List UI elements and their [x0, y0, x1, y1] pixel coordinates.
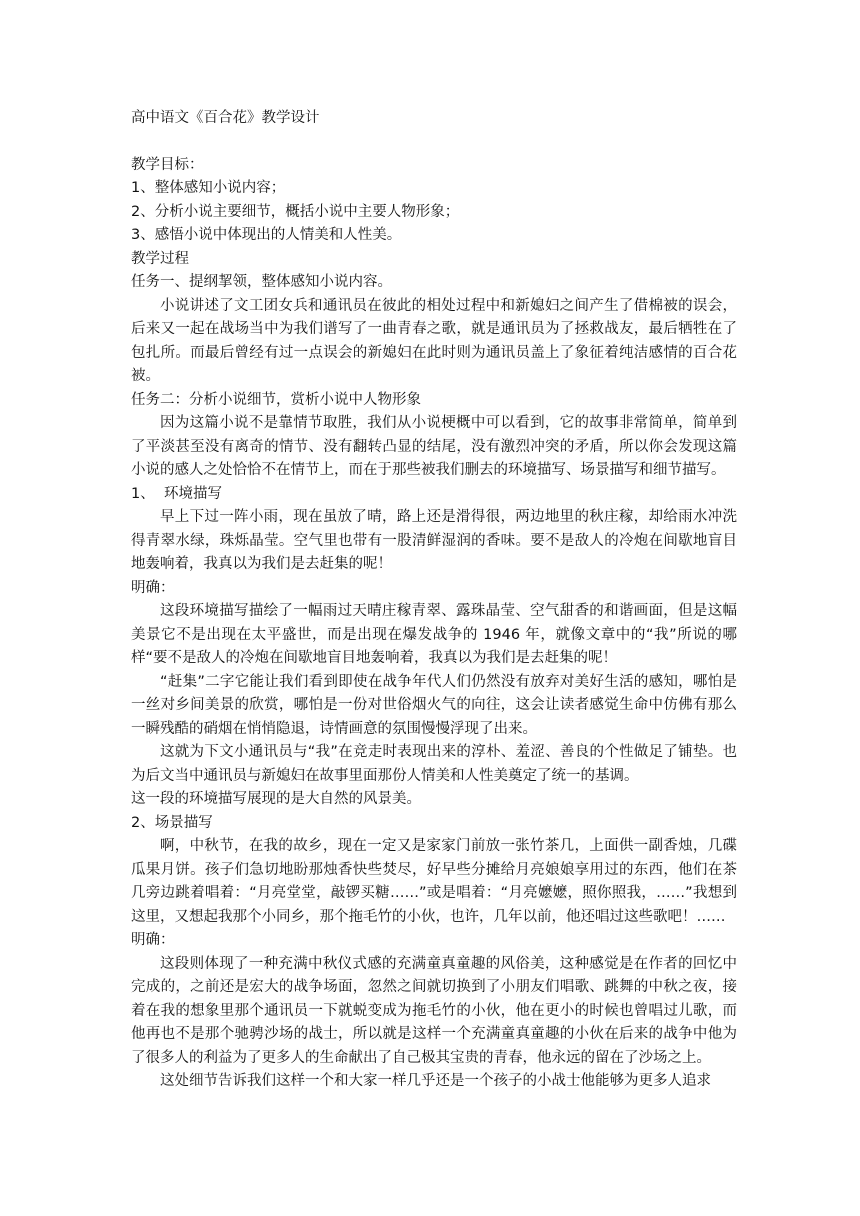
goal-item: 1、整体感知小说内容； — [131, 180, 286, 196]
task2-paragraph: 因为这篇小说不是靠情节取胜，我们从小说梗概中可以看到，它的故事非常简单，简单到了平淡甚至没有离奇的情节、没有翻转凸显的结尾，没有激烈冲突的矛盾，所以你会发现这篇小说的感人之处恰恰不在情节上，而在于那些被我们删去的环境描写、场景描写和细节描写。 — [131, 415, 737, 478]
goals-heading: 教学目标： — [131, 156, 204, 173]
clarify2-label: 明确： — [131, 932, 175, 948]
section2-quote: 啊，中秋节，在我的故乡，现在一定又是家家门前放一张竹茶几，上面供一副香烛，几碟瓜果月饼。孩子们急切地盼那烛香快些焚尽，好早些分摊给月亮娘娘享用过的东西，他们在茶几旁边跳着唱着：“月亮堂堂，敲锣买糖……”或是唱着：“月亮嬷嬷，照你照我，……”我想到这里，又想起我那个小同乡，那个拖毛竹的小伙，也许，几年以前，他还唱过这些歌吧！…… — [131, 838, 737, 925]
document-title: 高中语文《百合花》教学设计 — [131, 110, 320, 126]
goal-item: 3、感悟小说中体现出的人情美和人性美。 — [131, 227, 402, 243]
process-heading: 教学过程 — [131, 250, 189, 267]
clarify1-paragraph: 这段环境描写描绘了一幅雨过天晴庄稼青翠、露珠晶莹、空气甜香的和谐画面，但是这幅美景它不是出现在太平盛世，而是出现在爆发战争的 1946 年，就像文章中的“我”所说的哪样“要不是敌人的冷炮在间歇地盲目地轰响着，我真以为我们是去赶集的呢！ — [131, 603, 737, 666]
clarify1-summary: 这一段的环境描写展现的是大自然的风景美。 — [131, 791, 421, 807]
section1-heading: 1、 环境描写 — [131, 485, 222, 502]
section2-heading: 2、场景描写 — [131, 814, 213, 831]
section1-quote: 早上下过一阵小雨，现在虽放了晴，路上还是滑得很，两边地里的秋庄稼，却给雨水冲洗得青翠水绿，珠烁晶莹。空气里也带有一股清鲜湿润的香味。要不是敌人的冷炮在间歇地盲目地轰响着，我真以为我们是去赶集的呢！ — [131, 509, 737, 572]
clarify1-paragraph: 这就为下文小通讯员与“我”在竞走时表现出来的淳朴、羞涩、善良的个性做足了铺垫。也为后文当中通讯员与新媳妇在故事里面那份人情美和人性美奠定了统一的基调。 — [131, 744, 737, 784]
clarify2-paragraph: 这处细节告诉我们这样一个和大家一样几乎还是一个孩子的小战士他能够为更多人追求 — [160, 1073, 711, 1089]
clarify2-paragraph: 这段则体现了一种充满中秋仪式感的充满童真童趣的风俗美，这种感觉是在作者的回忆中完成的，之前还是宏大的战争场面，忽然之间就切换到了小朋友们唱歌、跳舞的中秋之夜，接着在我的想象里那个通讯员一下就蜕变成为拖毛竹的小伙，他在更小的时候也曾唱过儿歌，而他再也不是那个驰骋沙场的战士，所以就是这样一个充满童真童趣的小伙在后来的战争中他为了很多人的利益为了更多人的生命献出了自己极其宝贵的青春，他永远的留在了沙场之上。 — [131, 955, 737, 1066]
clarify1-paragraph: “赶集”二字它能让我们看到即使在战争年代人们仍然没有放弃对美好生活的感知，哪怕是一丝对乡间美景的欣赏，哪怕是一份对世俗烟火气的向往，这会让读者感觉生命中仿佛有那么一瞬残酷的硝烟在悄悄隐退，诗情画意的氛围慢慢浮现了出来。 — [131, 673, 737, 737]
task1-heading: 任务一、提纲挈领，整体感知小说内容。 — [131, 274, 392, 290]
task1-paragraph: 小说讲述了文工团女兵和通讯员在彼此的相处过程中和新媳妇之间产生了借棉被的误会，后来又一起在战场当中为我们谱写了一曲青春之歌，就是通讯员为了拯救战友，最后牺牲在了包扎所。而最后曾经有过一点误会的新媳妇在此时则为通讯员盖上了象征着纯洁感情的百合花被。 — [131, 297, 737, 384]
task2-heading: 任务二：分析小说细节，赏析小说中人物形象 — [131, 391, 421, 408]
document-body — [131, 107, 737, 1094]
clarify1-label: 明确： — [131, 579, 175, 596]
goal-item: 2、分析小说主要细节，概括小说中主要人物形象； — [131, 203, 460, 220]
